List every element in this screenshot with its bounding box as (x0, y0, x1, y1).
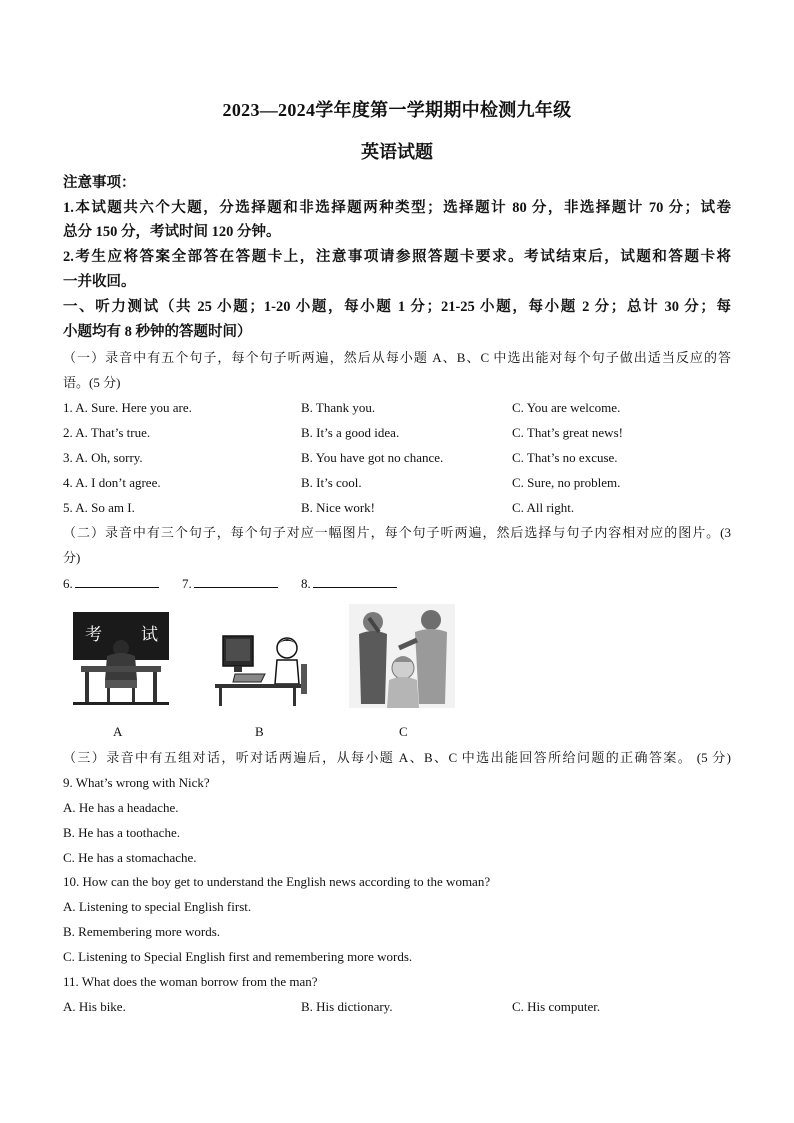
option-a: 2. A. That’s true. (63, 425, 151, 440)
option-c: C. You are welcome. (512, 400, 621, 415)
picture-c-family-argument-photo (349, 604, 455, 708)
option-a: A. His bike. (63, 999, 126, 1014)
notice-item-1-line-2: 总分 150 分，考试时间 120 分钟。 (63, 224, 281, 240)
option-b: B. It’s a good idea. (301, 425, 400, 440)
answer-blank-6: 6. (63, 575, 159, 592)
picture-c-label: C (399, 724, 408, 739)
question-10: 10. How can the boy get to understand the English news according to the woman? (63, 874, 491, 889)
picture-b-computer-illustration (213, 630, 313, 708)
exam-subtitle: 英语试题 (361, 142, 433, 162)
option-c: C. His computer. (512, 999, 601, 1014)
notice-heading: 注意事项： (63, 175, 136, 191)
option-b: B. You have got no chance. (301, 450, 444, 465)
question-10-option-b: B. Remembering more words. (63, 924, 221, 939)
option-a: 3. A. Oh, sorry. (63, 450, 143, 465)
section-1-heading-line-1: 一、听力测试（共 25 小题；1-20 小题，每小题 1 分；21-25 小题，每小题 2 分；总计 30 分；每 (63, 299, 731, 315)
part-1-instruction-line-2: 语。(5 分) (63, 375, 121, 390)
option-c: C. That’s great news! (512, 425, 623, 440)
picture-a-exam-illustration (71, 606, 171, 706)
option-a: 1. A. Sure. Here you are. (63, 400, 192, 415)
option-b: B. His dictionary. (301, 999, 393, 1014)
part-3-instruction: （三）录音中有五组对话，听对话两遍后，从每小题 A、B、C 中选出能回答所给问题的正确答案。 (5 分) (63, 750, 731, 765)
board-char-right: 试 (141, 625, 158, 645)
option-b: B. It’s cool. (301, 475, 362, 490)
part-2-instruction-line-2: 分) (63, 550, 81, 565)
question-11: 11. What does the woman borrow from the man? (63, 974, 318, 989)
notice-item-1-line-1: 1.本试题共六个大题，分选择题和非选择题两种类型；选择题计 80 分，非选择题计 70 分；试卷 (63, 200, 731, 216)
notice-item-2-line-2: 一并收回。 (63, 274, 136, 290)
part-2-instruction-line-1: （二）录音中有三个句子，每个句子对应一幅图片，每个句子听两遍，然后选择与句子内容相对应的图片。(3 (63, 525, 731, 540)
board-char-left: 考 (85, 625, 102, 645)
option-c: C. That’s no excuse. (512, 450, 618, 465)
question-9-option-c: C. He has a stomachache. (63, 850, 197, 865)
option-c: C. All right. (512, 500, 575, 515)
picture-a-label: A (113, 724, 123, 739)
option-b: B. Thank you. (301, 400, 376, 415)
section-1-heading-line-2: 小题均有 8 秒钟的答题时间） (63, 324, 252, 340)
notice-item-2-line-1: 2.考生应将答案全部答在答题卡上，注意事项请参照答题卡要求。考试结束后，试题和答题卡将 (63, 249, 731, 265)
question-9-option-a: A. He has a headache. (63, 800, 179, 815)
option-a: 4. A. I don’t agree. (63, 475, 161, 490)
question-9-option-b: B. He has a toothache. (63, 825, 180, 840)
question-10-option-a: A. Listening to special English first. (63, 899, 252, 914)
picture-b-label: B (255, 724, 264, 739)
exam-title: 2023—2024学年度第一学期期中检测九年级 (222, 100, 572, 120)
option-b: B. Nice work! (301, 500, 376, 515)
question-10-option-c: C. Listening to Special English first and remembering more words. (63, 949, 413, 964)
question-9: 9. What’s wrong with Nick? (63, 775, 210, 790)
part-1-instruction-line-1: （一）录音中有五个句子，每个句子听两遍，然后从每小题 A、B、C 中选出能对每个句子做出适当反应的答 (63, 350, 731, 365)
answer-blank-7: 7. (182, 575, 278, 592)
option-a: 5. A. So am I. (63, 500, 135, 515)
answer-blank-8: 8. (301, 575, 397, 592)
option-c: C. Sure, no problem. (512, 475, 621, 490)
